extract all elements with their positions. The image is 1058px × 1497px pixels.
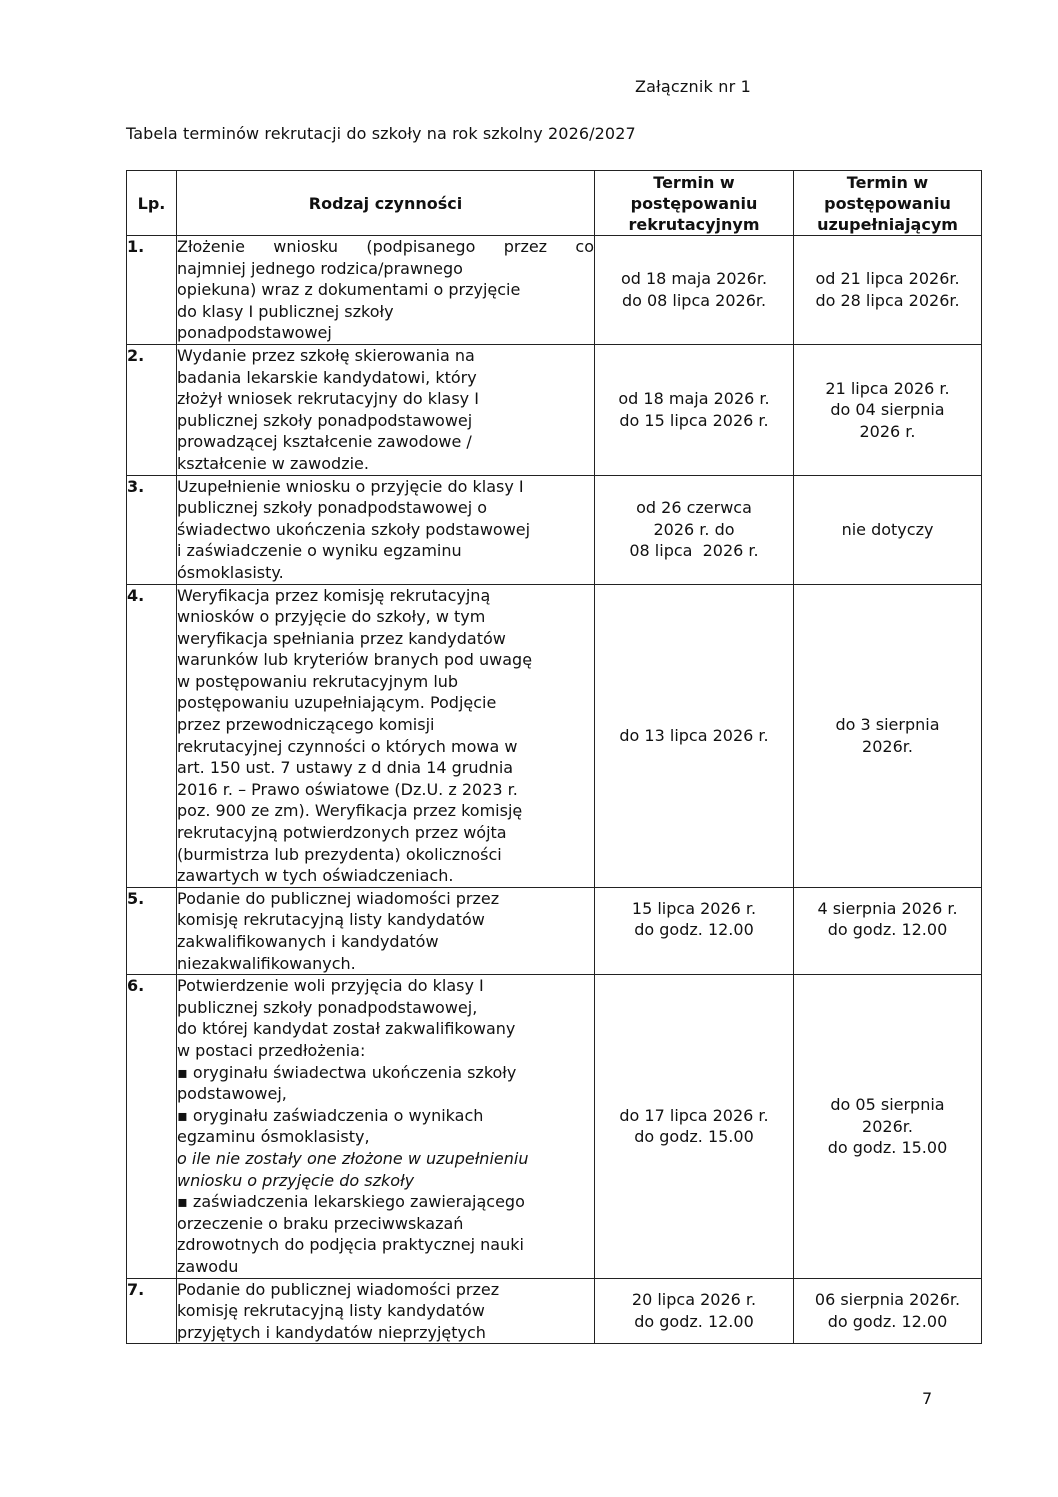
- row-number: 4.: [127, 584, 177, 887]
- activity-line: Potwierdzenie woli przyjęcia do klasy I: [177, 976, 484, 996]
- activity-line: publicznej szkoły ponadpodstawowej o: [177, 498, 488, 518]
- table-caption: Tabela terminów rekrutacji do szkoły na rok szkolny 2026/2027: [126, 124, 636, 143]
- activity-line: art. 150 ust. 7 ustawy z d dnia 14 grudnia: [177, 758, 514, 778]
- activity-line: ▪ oryginału świadectwa ukończenia szkoły: [177, 1062, 517, 1082]
- activity-line: złożył wniosek rekrutacyjny do klasy I: [177, 389, 479, 409]
- activity-line: ▪ zaświadczenia lekarskiego zawierającego: [177, 1192, 525, 1212]
- not-applicable-label: nie dotyczy: [841, 519, 934, 539]
- activity-line: najmniej jednego rodzica/prawnego: [177, 258, 463, 278]
- date-line: 2026 r. do: [653, 519, 735, 539]
- header-recruitment-line: rekrutacyjnym: [628, 214, 760, 234]
- header-supplementary-line: Termin w: [846, 172, 929, 192]
- row-recruitment-date: [595, 584, 794, 887]
- header-activity: Rodzaj czynności: [177, 171, 595, 236]
- date-line: do godz. 12.00: [827, 1311, 948, 1331]
- table-row: [127, 975, 982, 1278]
- row-recruitment-date: [595, 344, 794, 475]
- date-line: do 28 lipca 2026r.: [815, 290, 960, 310]
- activity-line: zdrowotnych do podjęcia praktycznej nauki: [177, 1235, 524, 1255]
- date-line: 15 lipca 2026 r.: [631, 898, 757, 918]
- row-activity: [177, 1278, 595, 1344]
- row-supplementary-date: [794, 1278, 982, 1344]
- row-supplementary-date: [794, 344, 982, 475]
- header-supplementary-line: uzupełniającym: [817, 214, 958, 234]
- activity-line: rekrutacyjnej czynności o których mowa w: [177, 736, 518, 756]
- row-supplementary-date: [794, 236, 982, 345]
- activity-line: Uzupełnienie wniosku o przyjęcie do klasy I: [177, 476, 524, 496]
- row-activity: [177, 975, 595, 1278]
- row-supplementary-date: [794, 584, 982, 887]
- activity-line: Wydanie przez szkołę skierowania na: [177, 345, 475, 365]
- row-number: 3.: [127, 475, 177, 584]
- activity-line: badania lekarskie kandydatowi, który: [177, 367, 477, 387]
- activity-line: przyjętych i kandydatów nieprzyjętych: [177, 1322, 486, 1342]
- activity-line: niezakwalifikowanych.: [177, 953, 356, 973]
- activity-line: prowadzącej kształcenie zawodowe /: [177, 432, 472, 452]
- table-row: [127, 475, 982, 584]
- header-recruitment-line: Termin w: [653, 172, 735, 192]
- table-row: [127, 344, 982, 475]
- header-supplementary: [794, 171, 982, 236]
- row-recruitment-date: [595, 1278, 794, 1344]
- activity-line-italic: wniosku o przyjęcie do szkoły: [177, 1170, 415, 1190]
- row-number: 5.: [127, 887, 177, 974]
- date-line: 06 sierpnia 2026r.: [814, 1290, 961, 1310]
- recruitment-schedule-table: [126, 170, 982, 1344]
- table-row: [127, 1278, 982, 1344]
- row-recruitment-date: [595, 475, 794, 584]
- date-line: od 26 czerwca: [636, 498, 752, 518]
- activity-line: w postaci przedłożenia:: [177, 1040, 366, 1060]
- table-header-row: [127, 171, 982, 236]
- date-line: do 13 lipca 2026 r.: [619, 725, 769, 745]
- header-no: Lp.: [127, 171, 177, 236]
- date-line: 20 lipca 2026 r.: [631, 1290, 757, 1310]
- activity-line: publicznej szkoły ponadpodstawowej,: [177, 997, 478, 1017]
- row-number: 1.: [127, 236, 177, 345]
- activity-line: do klasy I publicznej szkoły: [177, 301, 394, 321]
- activity-line: 2016 r. – Prawo oświatowe (Dz.U. z 2023 r.: [177, 779, 518, 799]
- date-line: do godz. 12.00: [634, 1311, 754, 1331]
- activity-line: publicznej szkoły ponadpodstawowej: [177, 410, 473, 430]
- header-recruitment: [595, 171, 794, 236]
- row-activity: [177, 475, 595, 584]
- page-number: 7: [922, 1389, 933, 1408]
- row-supplementary-date: [794, 975, 982, 1278]
- row-recruitment-date: [595, 236, 794, 345]
- row-activity: [177, 236, 595, 345]
- date-line: 2026r.: [862, 1116, 913, 1136]
- activity-line: podstawowej,: [177, 1084, 287, 1104]
- date-line: 2026 r.: [859, 421, 916, 441]
- row-recruitment-date: [595, 975, 794, 1278]
- row-number: 2.: [127, 344, 177, 475]
- activity-line: weryfikacja spełniania przez kandydatów: [177, 628, 506, 648]
- date-line: od 21 lipca 2026r.: [815, 269, 960, 289]
- date-line: do godz. 12.00: [827, 920, 948, 940]
- header-supplementary-line: postępowaniu: [824, 193, 951, 213]
- activity-line: postępowaniu uzupełniającym. Podjęcie: [177, 693, 497, 713]
- row-recruitment-date: [595, 887, 794, 974]
- annex-label: Załącznik nr 1: [635, 77, 752, 96]
- date-line: do godz. 15.00: [634, 1127, 754, 1147]
- activity-line: wniosków o przyjęcie do szkoły, w tym: [177, 607, 486, 627]
- date-line: 08 lipca 2026 r.: [629, 541, 759, 561]
- activity-line: w postępowaniu rekrutacyjnym lub: [177, 671, 459, 691]
- activity-line: komisję rekrutacyjną listy kandydatów: [177, 910, 485, 930]
- activity-line: świadectwo ukończenia szkoły podstawowej: [177, 519, 531, 539]
- activity-line: do której kandydat został zakwalifikowany: [177, 1019, 516, 1039]
- date-line: do godz. 12.00: [634, 920, 754, 940]
- activity-line: ▪ oryginału zaświadczenia o wynikach: [177, 1105, 484, 1125]
- row-supplementary-date: [794, 887, 982, 974]
- activity-line-italic: o ile nie zostały one złożone w uzupełnieniu: [177, 1148, 529, 1168]
- date-line: od 18 maja 2026 r.: [618, 389, 770, 409]
- activity-line: orzeczenie o braku przeciwwskazań: [177, 1213, 464, 1233]
- table-row: [127, 887, 982, 974]
- table-row: [127, 236, 982, 345]
- activity-line: komisję rekrutacyjną listy kandydatów: [177, 1301, 485, 1321]
- row-supplementary-date: [794, 475, 982, 584]
- date-line: 2026r.: [862, 736, 913, 756]
- date-line: od 18 maja 2026r.: [620, 269, 768, 289]
- activity-line: warunków lub kryteriów branych pod uwagę: [177, 650, 533, 670]
- row-number: 6.: [127, 975, 177, 1278]
- activity-line: egzaminu ósmoklasisty,: [177, 1127, 370, 1147]
- activity-line: zakwalifikowanych i kandydatów: [177, 932, 439, 951]
- row-activity: [177, 887, 595, 974]
- activity-line: Podanie do publicznej wiadomości przez: [177, 888, 500, 908]
- activity-line: opiekuna) wraz z dokumentami o przyjęcie: [177, 280, 521, 300]
- row-activity: [177, 344, 595, 475]
- row-activity: [177, 584, 595, 887]
- activity-line: zawodu: [177, 1256, 239, 1276]
- activity-line: rekrutacyjną potwierdzonych przez wójta: [177, 823, 507, 843]
- activity-line: Weryfikacja przez komisję rekrutacyjną: [177, 585, 491, 605]
- date-line: 21 lipca 2026 r.: [825, 378, 950, 398]
- activity-line: kształcenie w zawodzie.: [177, 453, 369, 473]
- activity-line: ósmoklasisty.: [177, 562, 284, 582]
- activity-line: Podanie do publicznej wiadomości przez: [177, 1279, 500, 1299]
- row-number: 7.: [127, 1278, 177, 1344]
- date-line: 4 sierpnia 2026 r.: [817, 898, 958, 918]
- date-line: do 04 sierpnia: [830, 400, 945, 419]
- activity-line: (burmistrza lub prezydenta) okoliczności: [177, 844, 502, 864]
- activity-line: zawartych w tych oświadczeniach.: [177, 866, 454, 886]
- date-line: do 17 lipca 2026 r.: [619, 1105, 769, 1125]
- activity-line: przez przewodniczącego komisji: [177, 715, 435, 735]
- date-line: do 08 lipca 2026r.: [621, 290, 767, 310]
- activity-line: i zaświadczenie o wyniku egzaminu: [177, 541, 462, 561]
- date-line: do 15 lipca 2026 r.: [619, 410, 769, 430]
- activity-line: poz. 900 ze zm). Weryfikacja przez komisję: [177, 801, 523, 821]
- header-recruitment-line: postępowaniu: [630, 193, 758, 213]
- date-line: do godz. 15.00: [827, 1138, 948, 1158]
- table-row: [127, 584, 982, 887]
- date-line: do 3 sierpnia: [835, 715, 940, 735]
- activity-line: Złożenie wniosku (podpisanego przez co: [177, 237, 594, 256]
- activity-line: ponadpodstawowej: [177, 323, 332, 343]
- date-line: do 05 sierpnia: [830, 1095, 945, 1115]
